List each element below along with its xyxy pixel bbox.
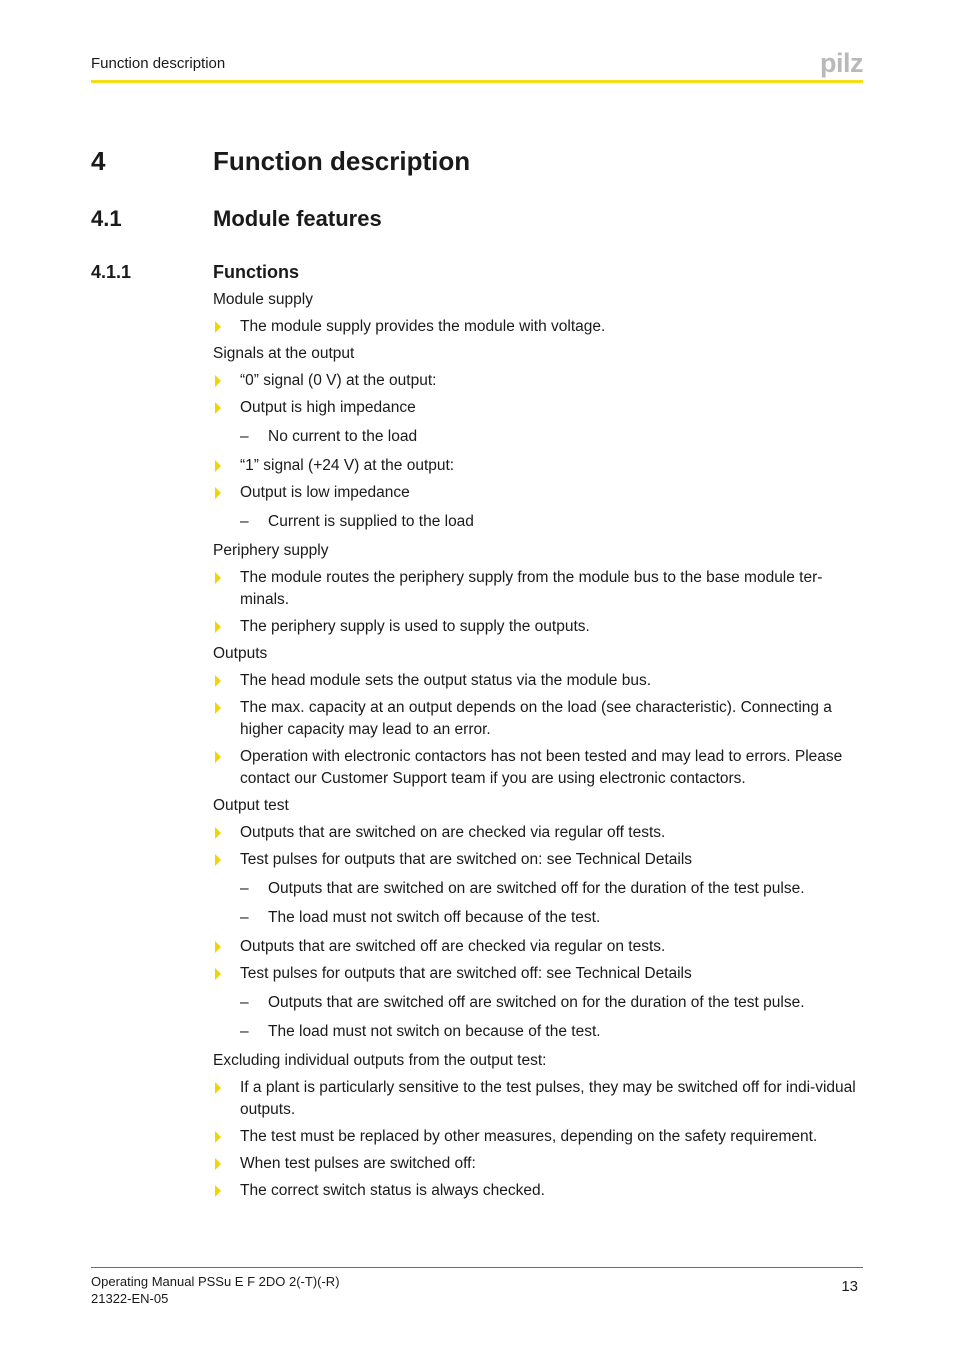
body-content [213, 289, 863, 1207]
dash-icon: – [240, 880, 249, 897]
triangle-bullet-icon [215, 751, 221, 763]
paragraph: Module supply [213, 291, 313, 308]
dash-icon: – [240, 428, 249, 445]
pilz-logo: pilz [820, 48, 863, 78]
triangle-bullet-icon [215, 375, 221, 387]
sub-bullet-item [213, 426, 863, 448]
bullet-text: Operation with electronic contactors has not been tested and may lead to errors. Please contact our Customer Support team if you are using electronic contactors. [240, 748, 843, 787]
triangle-bullet-icon [215, 827, 221, 839]
subsection-title: Functions [213, 262, 299, 282]
triangle-bullet-icon [215, 702, 221, 714]
dash-icon: – [240, 909, 249, 926]
section-number: 4.1 [91, 206, 122, 231]
bullet-item [213, 746, 863, 790]
bullet-text: “1” signal (+24 V) at the output: [240, 457, 455, 474]
bullet-item [213, 1077, 863, 1121]
triangle-bullet-icon [215, 487, 221, 499]
paragraph: Signals at the output [213, 345, 355, 362]
triangle-bullet-icon [215, 968, 221, 980]
bullet-text: The max. capacity at an output depends on the load (see characteristic). Connecting a higher capacity may lead to an error. [240, 699, 832, 738]
sub-bullet-item [213, 907, 863, 929]
paragraph: Excluding individual outputs from the output test: [213, 1052, 547, 1069]
bullet-text: Outputs that are switched on are checked via regular off tests. [240, 824, 666, 841]
bullet-item [213, 963, 863, 985]
triangle-bullet-icon [215, 1185, 221, 1197]
triangle-bullet-icon [215, 1158, 221, 1170]
sub-bullet-item [213, 878, 863, 900]
sub-bullet-text: The load must not switch off because of the test. [268, 909, 601, 926]
bullet-text: “0” signal (0 V) at the output: [240, 372, 437, 389]
sub-bullet-text: No current to the load [268, 428, 418, 445]
sub-bullet-text: Outputs that are switched on are switched off for the duration of the test pulse. [268, 880, 805, 897]
paragraph: Output test [213, 797, 289, 814]
bullet-item [213, 1153, 863, 1175]
triangle-bullet-icon [215, 321, 221, 333]
running-header-title: Function description [91, 55, 226, 72]
paragraph: Outputs [213, 645, 268, 662]
bullet-text: When test pulses are switched off: [240, 1155, 476, 1172]
chapter-title: Function description [213, 146, 471, 176]
bullet-item [213, 936, 863, 958]
bullet-item [213, 1180, 863, 1202]
paragraph: Periphery supply [213, 542, 329, 559]
bullet-item [213, 849, 863, 871]
sub-bullet-text: Current is supplied to the load [268, 513, 474, 530]
page-header [91, 50, 863, 83]
page-number: 13 [841, 1278, 858, 1295]
bullet-item [213, 697, 863, 741]
bullet-text: The correct switch status is always checked. [240, 1182, 545, 1199]
bullet-text: The module supply provides the module with voltage. [240, 318, 606, 335]
subsection-number: 4.1.1 [91, 262, 132, 282]
header-rule [91, 80, 863, 83]
dash-icon: – [240, 513, 249, 530]
bullet-text: The periphery supply is used to supply the outputs. [240, 618, 590, 635]
sub-bullet-item [213, 992, 863, 1014]
dash-icon: – [240, 994, 249, 1011]
bullet-item [213, 822, 863, 844]
bullet-text: Output is high impedance [240, 399, 416, 416]
triangle-bullet-icon [215, 941, 221, 953]
bullet-item [213, 567, 863, 611]
footer-manual-title: Operating Manual PSSu E F 2DO 2(-T)(-R) [91, 1274, 340, 1289]
triangle-bullet-icon [215, 402, 221, 414]
triangle-bullet-icon [215, 460, 221, 472]
bullet-text: The head module sets the output status via the module bus. [240, 672, 652, 689]
triangle-bullet-icon [215, 621, 221, 633]
bullet-item [213, 482, 863, 504]
sub-bullet-item [213, 1021, 863, 1043]
triangle-bullet-icon [215, 1082, 221, 1094]
footer-doc-info [91, 1273, 340, 1307]
triangle-bullet-icon [215, 1131, 221, 1143]
bullet-text: If a plant is particularly sensitive to the test pulses, they may be switched off for indi-vidual outputs. [240, 1079, 856, 1118]
section-title: Module features [213, 206, 382, 231]
bullet-text: Output is low impedance [240, 484, 410, 501]
sub-bullet-item [213, 511, 863, 533]
page-footer [91, 1267, 863, 1306]
bullet-item [213, 397, 863, 419]
bullet-text: The test must be replaced by other measures, depending on the safety requirement. [240, 1128, 818, 1145]
bullet-text: The module routes the periphery supply from the module bus to the base module ter-minals. [240, 569, 823, 608]
sub-bullet-text: Outputs that are switched off are switched on for the duration of the test pulse. [268, 994, 805, 1011]
triangle-bullet-icon [215, 675, 221, 687]
bullet-item [213, 1126, 863, 1148]
bullet-item [213, 670, 863, 692]
bullet-item [213, 455, 863, 477]
dash-icon: – [240, 1023, 249, 1040]
triangle-bullet-icon [215, 854, 221, 866]
bullet-text: Test pulses for outputs that are switched on: see Technical Details [240, 851, 693, 868]
chapter-number: 4 [91, 146, 106, 176]
bullet-text: Test pulses for outputs that are switched off: see Technical Details [240, 965, 692, 982]
bullet-item [213, 616, 863, 638]
bullet-item [213, 316, 863, 338]
triangle-bullet-icon [215, 572, 221, 584]
sub-bullet-text: The load must not switch on because of the test. [268, 1023, 601, 1040]
bullet-item [213, 370, 863, 392]
footer-doc-number: 21322-EN-05 [91, 1291, 169, 1306]
bullet-text: Outputs that are switched off are checked via regular on tests. [240, 938, 666, 955]
